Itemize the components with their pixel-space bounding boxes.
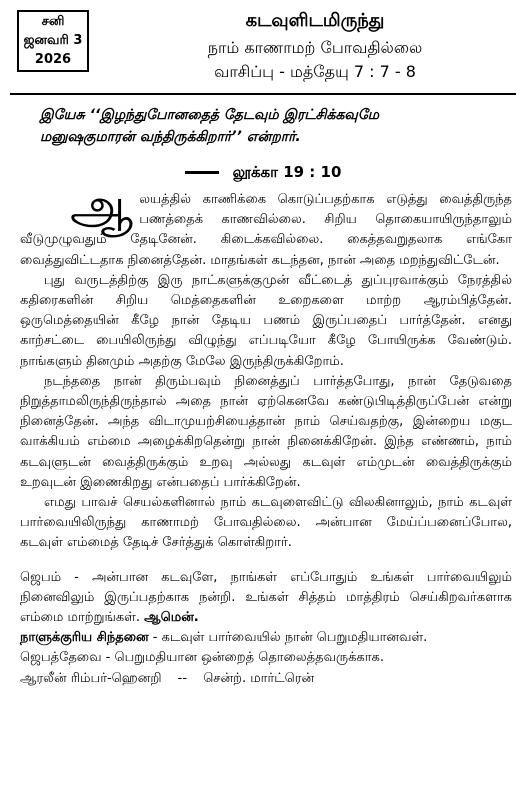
page-title: கடவுளிடமிருந்து bbox=[245, 10, 385, 31]
daily-thought-label: நாளுக்குரிய சிந்தனை bbox=[20, 630, 149, 646]
date-year: 2026 bbox=[34, 52, 72, 67]
spacer bbox=[20, 554, 512, 568]
page-subtitle: நாம் காணாமற் போவதில்லை bbox=[207, 38, 423, 57]
key-verse-line-2: மனுஷகுமாரன் வந்திருக்கிறார்’’ என்றார். bbox=[40, 129, 301, 145]
date-box bbox=[17, 10, 89, 72]
date-month: ஜனவரி 3 bbox=[23, 33, 83, 48]
paragraph-2: புது வருடத்திற்கு இரு நாட்களுக்குமுன் வீட்டைத் துப்புரவாக்கும் நேரத்தில் கதிரைகளின் சிறிய மெத்தைகளின் உறைகளை மாற்ற ஆரம்பித்தேன். ஒருமெத்தையின் கீழே நான் தேடிய பணம் இருப்பதைப் பார்த்தேன். எனது காற்சட்டை பையிலிருந்து விழுந்து எப்படியோ கீழே போயிருக்க வேண்டும். நாங்களும் தினமும் அதற்கு மேலே இருந்திருக்கிறோம். bbox=[20, 272, 512, 369]
paragraph-4: எமது பாவச் செயல்களினால் நாம் கடவுளைவிட்டு விலகினாலும், நாம் கடவுள் பார்வையிலிருந்து காணாமற் போவதில்லை. அன்பான மேய்ப்பனைப்போல, கடவுள் எம்மைத் தேடிச் சேர்த்துக் கொள்கிறார். bbox=[20, 495, 512, 551]
author-name: ஆரலீன் ரிம்பர்-ஹெனறி bbox=[20, 670, 162, 686]
author-separator: -- bbox=[177, 670, 188, 686]
prayer-need-label: ஜெபத்தேவை - bbox=[20, 650, 115, 666]
author-line bbox=[20, 669, 512, 689]
reading-reference: வாசிப்பு - மத்தேயு 7 : 7 - 8 bbox=[214, 62, 416, 81]
devotion-body bbox=[20, 177, 512, 689]
verse-reference-text: லூக்கா 19 : 10 bbox=[232, 163, 342, 181]
reference-dash bbox=[185, 171, 219, 174]
paragraph-3: நடந்ததை நான் திரும்பவும் நினைத்துப் பார்த்தபோது, நான் தேடுவதை நிறுத்தாமலிருந்திருந்தால் அதை நான் ஏற்கெனவே கண்டுபிடித்திருப்பேன் என்று நினைத்தேன். அந்த விடாமுயற்சியைத்தான் நாம் செய்வதற்கு, இன்றைய மகுட வாக்கியம் எம்மை அழைக்கிறதென்று நான் நினைக்கிறேன். இந்த எண்ணம், நாம் கடவுளுடன் வைத்திருக்கும் உறவு அல்லது கடவுள் எம்முடன் வைத்திருக்கும் உறவுடன் இணைகிறது என்பதைப் பார்க்கிறேன். bbox=[20, 373, 512, 490]
daily-thought bbox=[20, 628, 512, 648]
amen: ஆமென். bbox=[144, 610, 199, 626]
paragraph-1-text: லயத்தில் காணிக்கை கொடுப்பதற்காக எடுத்து வைத்திருந்த பணத்தைக் காணவில்லை. சிறிய தொகையாயிருந்தாலும் வீடுமுழுவதும் தேடினேன். கிடைக்கவில்லை. கைத்தவறுதலாக எங்கோ வைத்துவிட்டதாக நினைத்தேன். மாதங்கள் கடந்தன, நான் அதை மறந்துவிட்டேன். bbox=[20, 192, 512, 268]
prayer-need bbox=[20, 648, 512, 668]
prayer-need-text: பெறுமதியான ஒன்றைத் தொலைத்தவருக்காக. bbox=[114, 650, 384, 666]
prayer-text: அன்பான கடவுளே, நாங்கள் எப்போதும் உங்கள் பார்வையிலும் நினைவிலும் இருப்பதற்காக நன்றி. உங்கள் சித்தம் மாத்திரம் செய்கிறவர்களாக எம்மை மாற்றுங்கள். bbox=[20, 569, 512, 626]
paragraph-1 bbox=[20, 177, 512, 271]
key-verse-line-1: இயேசு ‘‘இழந்துபோனதைத் தேடவும் இரட்சிக்கவுமே bbox=[40, 107, 380, 123]
author-place: சென்ற். மார்ட்ரென் bbox=[203, 670, 315, 686]
drop-cap-letter: ஆ bbox=[70, 177, 134, 235]
top-divider bbox=[10, 93, 516, 95]
prayer-label: ஜெபம் - bbox=[20, 569, 92, 585]
date-day: சனி bbox=[41, 14, 65, 29]
daily-thought-text: - கடவுள் பார்வையில் நான் பெறுமதியானவள். bbox=[148, 630, 428, 646]
prayer bbox=[20, 568, 512, 629]
